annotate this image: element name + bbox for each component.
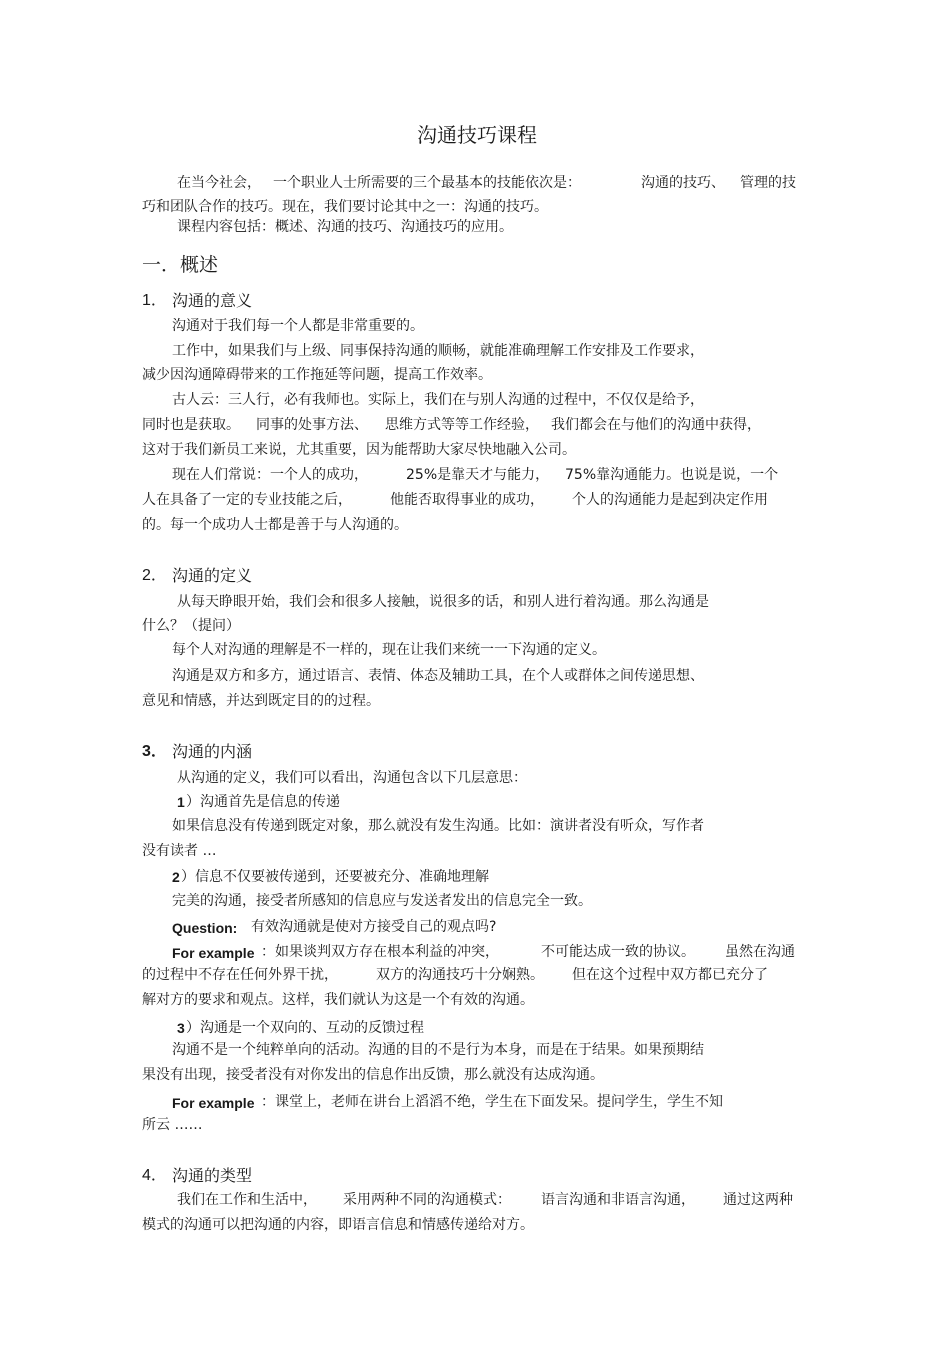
example-label: For example <box>172 945 255 961</box>
paragraph-line: 语言沟通和非语言沟通， <box>541 1192 695 1208</box>
paragraph-line: 从沟通的定义，我们可以看出，沟通包含以下几层意思： <box>177 770 527 786</box>
paragraph-line: 工作中，如果我们与上级、同事保持沟通的顺畅，就能准确理解工作安排及工作要求， <box>172 343 704 359</box>
paragraph-line: ：课堂上，老师在讲台上滔滔不绝，学生在下面发呆。提问学生，学生不知 <box>261 1094 723 1110</box>
paragraph-line: 这对于我们新员工来说，尤其重要，因为能帮助大家尽快地融入公司。 <box>142 442 576 458</box>
paragraph-line: 采用两种不同的沟通模式： <box>343 1192 511 1208</box>
list-number: 1 <box>177 794 185 810</box>
paragraph-line: 思维方式等等工作经验， <box>385 417 539 433</box>
paragraph-line: 每个人对沟通的理解是不一样的，现在让我们来统一一下沟通的定义。 <box>172 642 606 658</box>
paragraph-line: 现在人们常说：一个人的成功， <box>172 467 368 483</box>
paragraph-line: 的过程中不存在任何外界干扰， <box>142 967 338 983</box>
paragraph-line: ：如果谈判双方存在根本利益的冲突， <box>261 944 499 960</box>
paragraph-line: 沟通对于我们每一个人都是非常重要的。 <box>172 318 424 334</box>
section-heading-overview: 一．概述 <box>142 254 219 276</box>
example-label: For example <box>172 1095 255 1111</box>
subsection-heading: 沟通的内涵 <box>172 742 253 761</box>
paragraph-line: 同事的处事方法、 <box>256 417 368 433</box>
paragraph-line: 我们在工作和生活中， <box>177 1192 317 1208</box>
list-number: 3 <box>177 1020 185 1036</box>
intro-line-1d: 管理的技 <box>740 175 796 191</box>
paragraph-line: 我们都会在与他们的沟通中获得， <box>551 417 761 433</box>
paragraph-line: 人在具备了一定的专业技能之后， <box>142 492 352 508</box>
subsection-number: 1． <box>142 292 167 309</box>
paragraph-line: 双方的沟通技巧十分娴熟。 <box>376 967 544 983</box>
intro-line-1a: 在当今社会， <box>177 175 261 191</box>
paragraph-line: 但在这个过程中双方都已充分了 <box>572 967 768 983</box>
paragraph-line: 不可能达成一致的协议。 <box>541 944 695 960</box>
question-label: Question: <box>172 920 238 936</box>
subsection-number: 2． <box>142 567 167 584</box>
subsection-number: 3． <box>142 743 167 760</box>
paragraph-line: 意见和情感，并达到既定目的的过程。 <box>142 693 380 709</box>
paragraph-line: 果没有出现，接受者没有对你发出的信息作出反馈，那么就没有达成沟通。 <box>142 1067 604 1083</box>
paragraph-line: 减少因沟通障碍带来的工作拖延等问题，提高工作效率。 <box>142 367 492 383</box>
paragraph-line: 虽然在沟通 <box>725 944 795 960</box>
paragraph-line: 解对方的要求和观点。这样，我们就认为这是一个有效的沟通。 <box>142 992 534 1008</box>
paragraph-line: 同时也是获取。 <box>142 417 240 433</box>
intro-line-1b: 一个职业人士所需要的三个最基本的技能依次是： <box>273 175 581 191</box>
paragraph-line: 75%靠沟通能力。也说是说，一个 <box>565 467 779 483</box>
paragraph-line: 沟通不是一个纯粹单向的活动。沟通的目的不是行为本身，而是在于结果。如果预期结 <box>172 1042 704 1058</box>
paragraph-line: 通过这两种 <box>723 1192 793 1208</box>
subsection-heading: 沟通的类型 <box>172 1166 253 1185</box>
paragraph-line: 沟通是双方和多方，通过语言、表情、体态及辅助工具，在个人或群体之间传递思想、 <box>172 668 704 684</box>
paragraph-line: 古人云：三人行，必有我师也。实际上，我们在与别人沟通的过程中，不仅仅是给予， <box>172 392 704 408</box>
paragraph-line: 个人的沟通能力是起到决定作用 <box>572 492 768 508</box>
paragraph-line: 没有读者 … <box>142 843 217 859</box>
paragraph-line: 模式的沟通可以把沟通的内容，即语言信息和情感传递给对方。 <box>142 1217 534 1233</box>
paragraph-line: 从每天睁眼开始，我们会和很多人接触，说很多的话，和别人进行着沟通。那么沟通是 <box>177 594 709 610</box>
list-item-heading: ）信息不仅要被传递到，还要被充分、准确地理解 <box>181 869 489 885</box>
list-item-heading: ）沟通是一个双向的、互动的反馈过程 <box>186 1020 424 1036</box>
subsection-number: 4． <box>142 1167 167 1184</box>
subsection-heading: 沟通的定义 <box>172 566 253 585</box>
paragraph-line: 25%是靠天才与能力， <box>406 467 550 483</box>
list-number: 2 <box>172 869 180 885</box>
paragraph-line: 的。每一个成功人士都是善于与人沟通的。 <box>142 517 408 533</box>
intro-line-3: 课程内容包括：概述、沟通的技巧、沟通技巧的应用。 <box>177 219 513 235</box>
paragraph-line: 如果信息没有传递到既定对象，那么就没有发生沟通。比如：演讲者没有听众，写作者 <box>172 818 704 834</box>
page-title: 沟通技巧课程 <box>417 123 537 147</box>
intro-line-2: 巧和团队合作的技巧。现在，我们要讨论其中之一：沟通的技巧。 <box>142 199 548 215</box>
question-text: 有效沟通就是使对方接受自己的观点吗? <box>251 919 497 935</box>
intro-line-1c: 沟通的技巧、 <box>641 175 725 191</box>
list-item-heading: ）沟通首先是信息的传递 <box>186 794 340 810</box>
subsection-heading: 沟通的意义 <box>172 291 253 310</box>
paragraph-line: 什么？（提问） <box>142 618 240 634</box>
paragraph-line: 所云 …… <box>142 1117 203 1133</box>
paragraph-line: 完美的沟通，接受者所感知的信息应与发送者发出的信息完全一致。 <box>172 893 592 909</box>
paragraph-line: 他能否取得事业的成功， <box>390 492 544 508</box>
